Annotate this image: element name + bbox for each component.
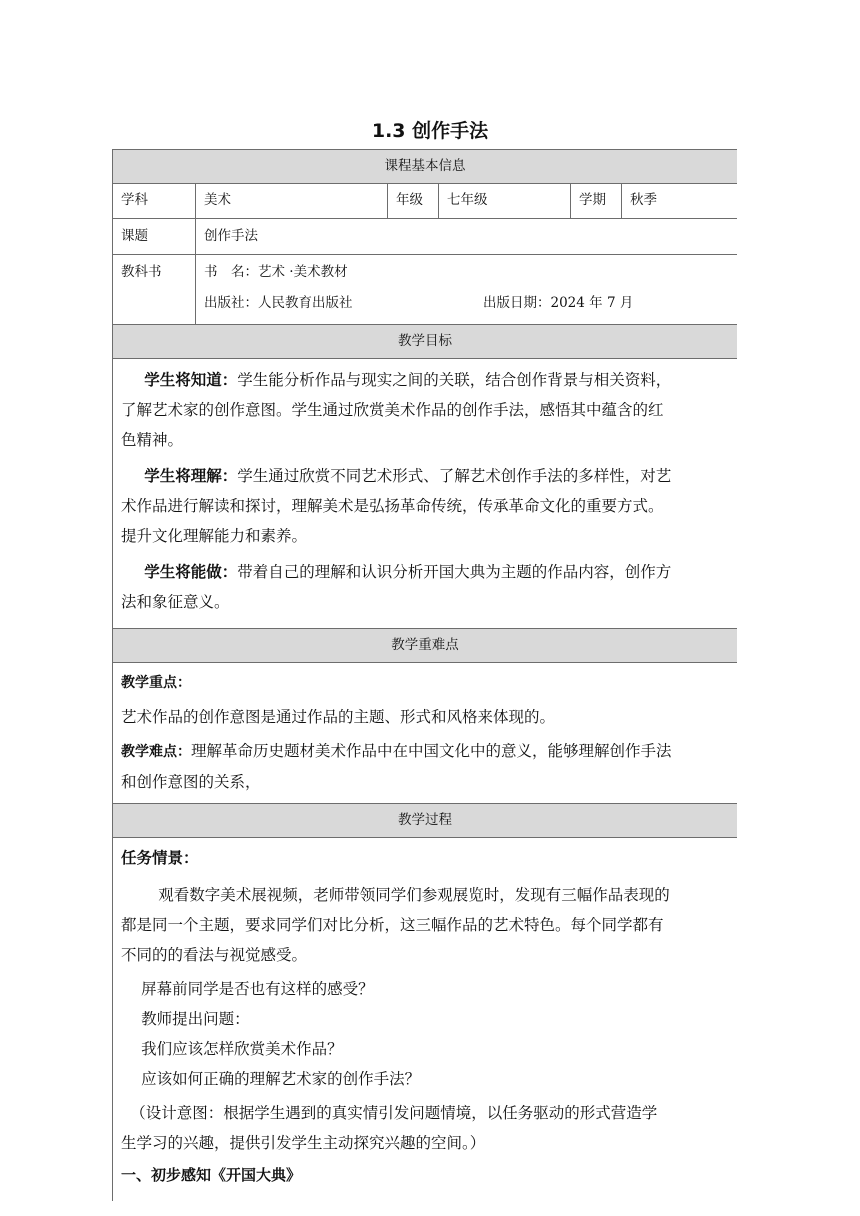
design-intent-line1: （设计意图：根据学生遇到的真实情引发问题情境，以任务驱动的形式营造学 [130, 1104, 658, 1122]
process-content [113, 838, 738, 1202]
process-header: 教学过程 [113, 804, 738, 838]
process-para1-line3: 不同的的看法与视觉感受。 [121, 946, 308, 964]
grade-label: 年级 [388, 184, 439, 219]
understand-text-line1: 学生通过欣赏不同艺术形式、了解艺术创作手法的多样性，对艺 [237, 467, 672, 485]
subject-value: 美术 [196, 184, 388, 219]
scene-label: 任务情景： [121, 849, 199, 867]
design-intent-line2: 生学习的兴趣，提供引发学生主动探究兴趣的空间。） [121, 1134, 486, 1152]
objectives-header: 教学目标 [113, 325, 738, 359]
objectives-content [113, 359, 738, 629]
know-text-line3: 色精神。 [121, 431, 184, 449]
process-line2: 屏幕前同学是否也有这样的感受？ [141, 980, 374, 998]
process-para1-line1: 观看数字美术展视频，老师带领同学们参观展览时，发现有三幅作品表现的 [158, 886, 670, 904]
do-text-line2: 法和象征意义。 [121, 593, 230, 611]
process-para1-line2: 都是同一个主题，要求同学们对比分析，这三幅作品的艺术特色。每个同学都有 [121, 916, 664, 934]
focus-text: 艺术作品的创作意图是通过作品的主题、形式和风格来体现的。 [121, 708, 556, 726]
process-line5: 应该如何正确的理解艺术家的创作手法？ [141, 1070, 421, 1088]
know-label: 学生将知道： [144, 371, 238, 389]
topic-value: 创作手法 [196, 219, 738, 255]
textbook-info [196, 255, 738, 325]
grade-value: 七年级 [439, 184, 571, 219]
objective-know [121, 365, 729, 395]
section-1-heading: 一、初步感知《开国大典》 [121, 1166, 302, 1184]
page-title: 1.3 创作手法 [371, 120, 489, 142]
difficulty-label: 教学难点： [121, 744, 191, 760]
know-text-line1: 学生能分析作品与现实之间的关联，结合创作背景与相关资料， [237, 371, 672, 389]
know-text-line2: 了解艺术家的创作意图。学生通过欣赏美术作品的创作手法，感悟其中蕴含的红 [121, 401, 664, 419]
book-name: 书 名：艺术 ·美术教材 [204, 263, 348, 280]
focus-label: 教学重点： [121, 675, 191, 691]
subject-label: 学科 [113, 184, 196, 219]
objective-understand [121, 461, 729, 491]
objective-do [121, 557, 729, 587]
publisher-row [204, 288, 729, 319]
topic-label: 课题 [113, 219, 196, 255]
difficulty-line2: 和创作意图的关系， [121, 773, 261, 791]
understand-text-line3: 提升文化理解能力和素养。 [121, 527, 308, 545]
publisher: 出版社：人民教育出版社 [204, 294, 353, 311]
term-value: 秋季 [622, 184, 738, 219]
publish-date: 出版日期：2024 年 7 月 [483, 294, 634, 311]
lesson-plan-table [112, 149, 737, 1201]
process-line3: 教师提出问题： [141, 1010, 250, 1028]
do-label: 学生将能做： [144, 563, 238, 581]
process-line4: 我们应该怎样欣赏美术作品？ [141, 1040, 343, 1058]
understand-text-line2: 术作品进行解读和探讨，理解美术是弘扬革命传统，传承革命文化的重要方式。 [121, 497, 664, 515]
textbook-label: 教科书 [113, 255, 196, 325]
difficulty-line1: 教学难点：理解革命历史题材美术作品中在中国文化中的意义，能够理解创作手法 [121, 742, 672, 760]
do-text-line1: 带着自己的理解和认识分析开国大典为主题的作品内容，创作方 [237, 563, 672, 581]
understand-label: 学生将理解： [144, 467, 238, 485]
key-points-header: 教学重难点 [113, 629, 738, 663]
term-label: 学期 [571, 184, 622, 219]
basic-info-header: 课程基本信息 [113, 150, 738, 184]
key-points-content [113, 663, 738, 804]
